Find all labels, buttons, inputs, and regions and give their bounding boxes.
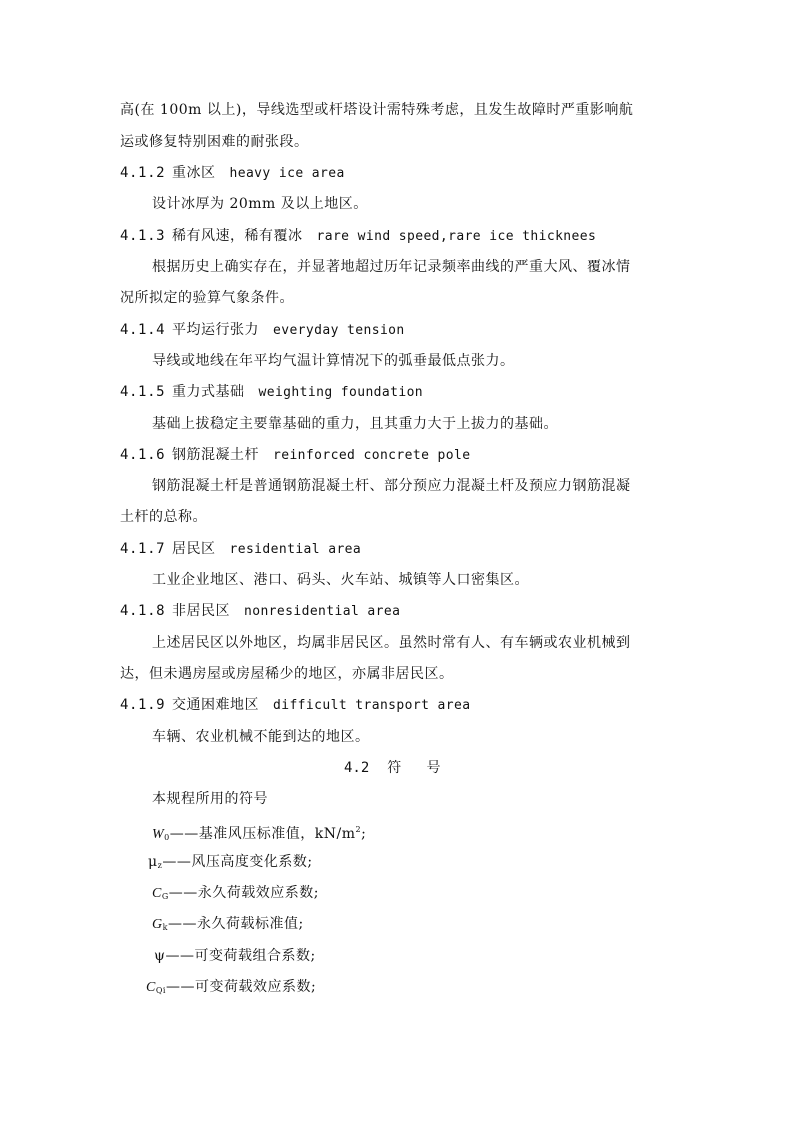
symbol-entry (154, 946, 316, 966)
paragraph-line: 根据历史上确实存在，并显著地超过历年记录频率曲线的严重大风、覆冰情 (152, 259, 631, 275)
symbol: W (152, 827, 165, 842)
term-chinese: 重力式基础 (172, 384, 245, 400)
symbol-entry (146, 977, 316, 1001)
term-chinese: 钢筋混凝土杆 (172, 447, 259, 463)
paragraph-line: 况所拟定的验算气象条件。 (120, 290, 294, 306)
term-english: everyday tension (273, 323, 405, 338)
term-chinese: 居民区 (172, 541, 216, 557)
symbol-description: ——永久荷载标准值; (167, 916, 304, 932)
term-code: 4.1.3 (120, 228, 166, 244)
symbol: ψ (154, 948, 166, 964)
symbol: C (146, 980, 156, 995)
symbol-subscript: Qi (155, 986, 166, 995)
symbol-description: ——可变荷载组合系数; (165, 948, 316, 964)
term-english: nonresidential area (244, 604, 401, 619)
symbol-subscript: G (161, 892, 169, 901)
term-chinese: 平均运行张力 (172, 322, 259, 338)
term-english: difficult transport area (273, 698, 471, 713)
term-heading (120, 445, 470, 466)
term-english: residential area (229, 542, 362, 557)
term-chinese: 非居民区 (172, 603, 230, 619)
term-code: 4.1.5 (120, 384, 166, 400)
symbols-intro: 本规程所用的符号 (152, 791, 268, 807)
paragraph-line: 土杆的总称。 (120, 509, 207, 525)
symbol-entry (152, 883, 319, 907)
term-heading (120, 226, 596, 247)
symbol-entry (152, 914, 304, 938)
term-code: 4.1.8 (120, 603, 166, 619)
term-chinese: 重冰区 (172, 165, 216, 181)
term-english: weighting foundation (258, 385, 424, 400)
term-heading (120, 539, 361, 560)
term-heading (120, 382, 423, 403)
term-heading (120, 601, 400, 622)
term-heading (120, 695, 470, 716)
term-chinese: 稀有风速，稀有覆冰 (172, 228, 303, 244)
term-chinese: 交通困难地区 (172, 697, 259, 713)
symbol-description: ——永久荷载效应系数; (168, 885, 319, 901)
term-heading (120, 320, 405, 341)
term-definition: 设计冰厚为 20mm 及以上地区。 (152, 196, 368, 212)
section-title: 符 号 (387, 760, 442, 776)
symbol-description: ——可变荷载效应系数; (165, 979, 317, 995)
symbol-description: ——基准风压标准值，kN/m (169, 826, 356, 842)
symbol: G (152, 917, 163, 932)
symbol: C (152, 886, 162, 901)
paragraph-line: 运或修复特别困难的耐张段。 (120, 134, 309, 150)
symbol-entry (148, 852, 313, 876)
paragraph-line: 上述居民区以外地区，均属非居民区。虽然时常有人、有车辆或农业机械到 (152, 635, 631, 651)
symbol-superscript: 2 (355, 825, 362, 834)
term-definition: 工业企业地区、港口、码头、火车站、城镇等人口密集区。 (152, 572, 529, 588)
term-definition: 导线或地线在年平均气温计算情况下的弧垂最低点张力。 (152, 353, 515, 369)
paragraph-line: 高(在 100m 以上)，导线选型或杆塔设计需特殊考虑，且发生故障时严重影响航 (120, 102, 634, 118)
term-english: rare wind speed,rare ice thicknees (316, 229, 597, 244)
symbol-subscript: z (157, 861, 163, 870)
section-heading (344, 758, 441, 778)
term-code: 4.1.7 (120, 541, 166, 557)
symbol-subscript: 0 (164, 833, 170, 842)
section-number: 4.2 (344, 760, 370, 776)
term-definition: 车辆、农业机械不能到达的地区。 (152, 729, 370, 745)
symbol-subscript: k (162, 923, 168, 932)
symbol-entry (152, 820, 366, 848)
symbol: μ (148, 854, 158, 870)
term-definition: 基础上拔稳定主要靠基础的重力，且其重力大于上拔力的基础。 (152, 416, 558, 432)
term-code: 4.1.2 (120, 165, 166, 181)
term-code: 4.1.9 (120, 697, 166, 713)
symbol-tail: ; (361, 826, 367, 842)
paragraph-line: 钢筋混凝土杆是普通钢筋混凝土杆、部分预应力混凝土杆及预应力钢筋混凝 (152, 478, 631, 494)
term-heading (120, 163, 345, 184)
term-english: reinforced concrete pole (273, 448, 471, 463)
term-english: heavy ice area (229, 166, 345, 181)
term-code: 4.1.4 (120, 322, 166, 338)
paragraph-line: 达，但未遇房屋或房屋稀少的地区，亦属非居民区。 (120, 666, 454, 682)
symbol-description: ——风压高度变化系数; (162, 854, 313, 870)
term-code: 4.1.6 (120, 447, 166, 463)
